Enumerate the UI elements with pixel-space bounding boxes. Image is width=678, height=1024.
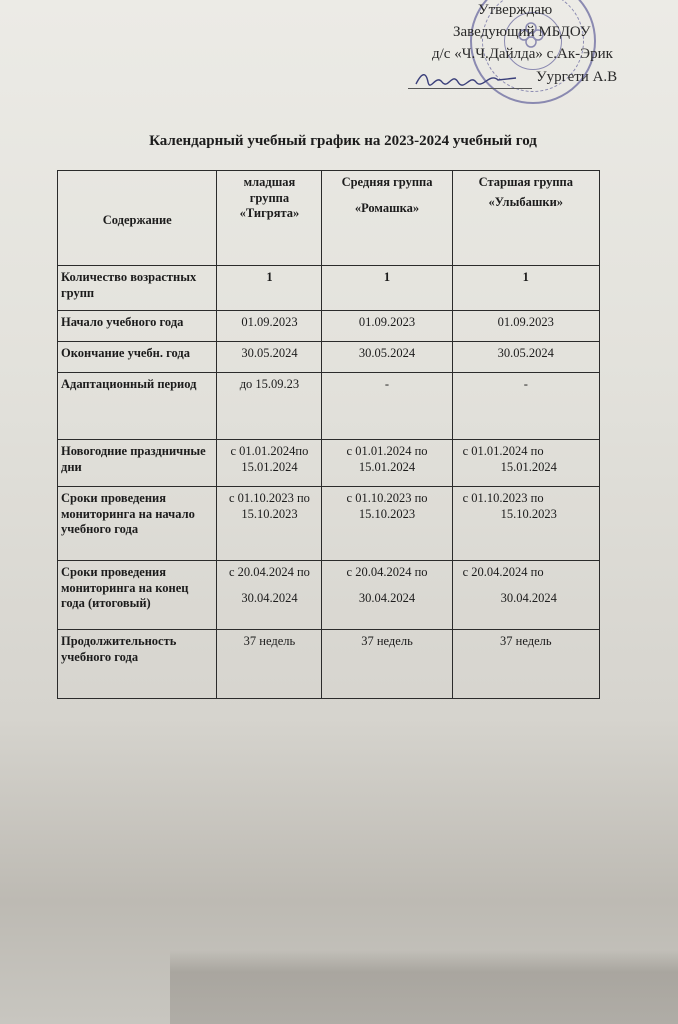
approval-institution: д/с «Ч.Ч.Дайлда» с.Ак-Эрик [432,46,613,62]
cell-value: 30.05.2024 [217,342,322,373]
date-from: с 20.04.2024 по [462,565,544,579]
cell-value [452,487,599,561]
cell-value: - [322,373,452,440]
header-text: Старшая группа [478,175,574,189]
cell-value [217,440,322,487]
cell-value: 37 недель [452,630,599,699]
document-title: Календарный учебный график на 2023-2024 учебный год [149,133,537,149]
header-text: «Улыбашки» [488,194,564,209]
cell-value: 01.09.2023 [217,311,322,342]
date-from: с 01.10.2023 по [228,491,310,505]
approval-heading: Утверждаю [478,2,553,18]
cell-value: 01.09.2023 [452,311,599,342]
date-to: 15.01.2024 [241,459,298,474]
date-from: с 01.01.2024по [230,444,309,458]
cell-value: 37 недель [322,630,452,699]
date-from: с 01.01.2024 по [346,444,428,458]
row-label: Начало учебного года [58,311,217,342]
cell-value: 30.05.2024 [322,342,452,373]
table-row [58,630,600,699]
date-to: 15.10.2023 [500,506,557,521]
date-from: с 01.10.2023 по [462,491,544,505]
cell-value [452,561,599,630]
cell-value: 30.05.2024 [452,342,599,373]
date-to: 15.10.2023 [358,506,416,521]
header-text: младшая [243,175,296,189]
date-to: 30.04.2024 [358,590,416,605]
approval-position: Заведующий МБДОУ [453,24,591,40]
header-content: Содержание [58,171,217,266]
handwritten-signature [412,70,522,88]
cell-value: 1 [322,266,452,311]
date-to: 15.01.2024 [358,459,416,474]
header-text: «Тигрята» [239,206,300,221]
schedule-table [57,170,600,699]
table-row [58,311,600,342]
date-to: 15.01.2024 [500,459,557,474]
table-row [58,373,600,440]
row-label: Сроки проведения мониторинга на конец года (итоговый) [58,561,217,630]
table-row [58,561,600,630]
table-row [58,440,600,487]
date-from: с 20.04.2024 по [228,565,310,579]
table-header-row [58,171,600,266]
cell-value: 01.09.2023 [322,311,452,342]
row-label: Сроки проведения мониторинга на начало учебного года [58,487,217,561]
cell-value [452,440,599,487]
header-junior-group [217,171,322,266]
signature-line [408,88,532,89]
header-text: группа [249,190,290,205]
cell-value [217,487,322,561]
date-to: 15.10.2023 [241,506,298,521]
date-from: с 20.04.2024 по [346,565,428,579]
cell-value [217,561,322,630]
cell-value: 1 [452,266,599,311]
cell-value: 37 недель [217,630,322,699]
row-label: Окончание учебн. года [58,342,217,373]
table-row [58,342,600,373]
row-label: Новогодние праздничные дни [58,440,217,487]
row-label: Продолжительность учебного года [58,630,217,699]
table-row [58,266,600,311]
cell-value: до 15.09.23 [217,373,322,440]
header-text: «Ромашка» [354,200,420,215]
cell-value: - [452,373,599,440]
header-senior-group [452,171,599,266]
header-text: Средняя группа [341,175,433,189]
cell-value [322,561,452,630]
photo-shadow [170,950,678,1024]
header-middle-group [322,171,452,266]
cell-value [322,440,452,487]
cell-value [322,487,452,561]
row-label: Количество возрастных групп [58,266,217,311]
cell-value: 1 [217,266,322,311]
row-label: Адаптационный период [58,373,217,440]
table-row [58,487,600,561]
date-from: с 01.01.2024 по [462,444,544,458]
date-to: 30.04.2024 [241,590,298,605]
approval-name: Уургети А.В [536,69,618,85]
date-to: 30.04.2024 [500,590,557,605]
date-from: с 01.10.2023 по [346,491,428,505]
